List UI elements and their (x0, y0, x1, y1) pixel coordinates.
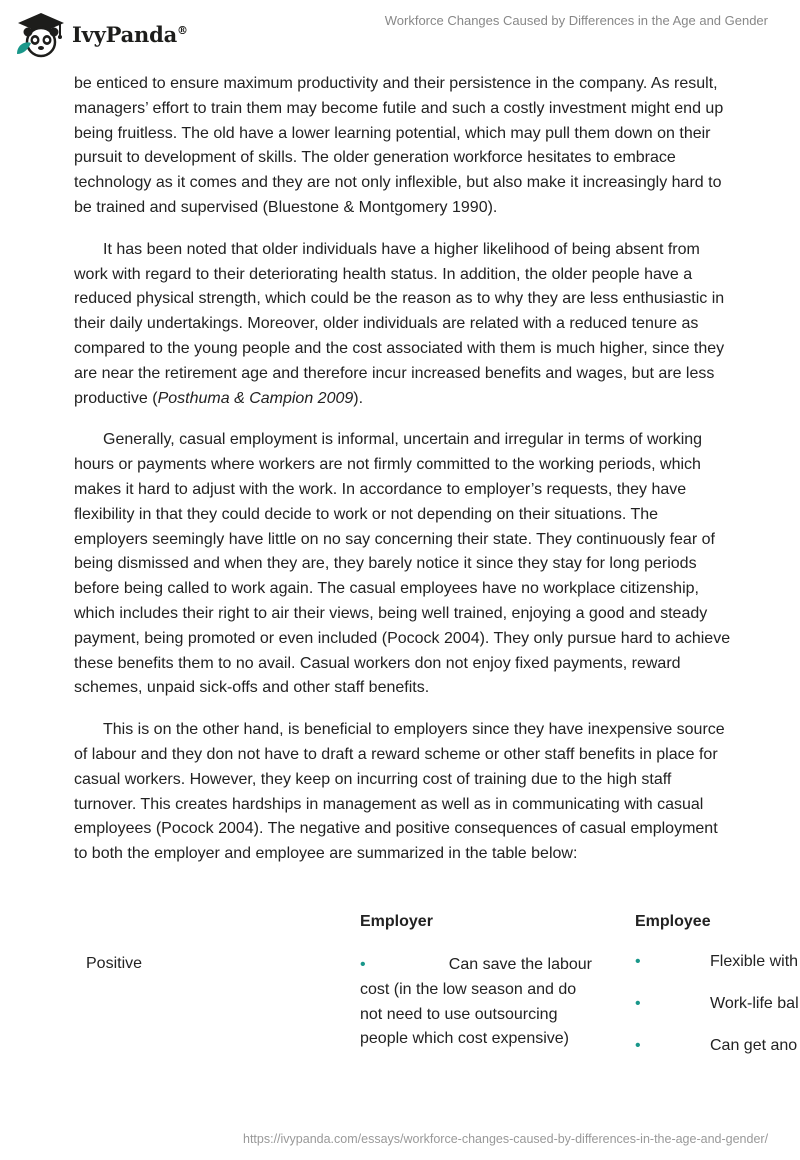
employer-item-first-line: Can save the labour (448, 956, 592, 973)
bullet-icon: • (635, 1037, 641, 1054)
paragraph-2: It has been noted that older individuals have a higher likelihood of being absent from work with regard to their deteriorating health status. In addition, the older people have a reduced physical strength, which could be the reason as to why they are less enthusiastic in their daily undertakings. Moreover, older individuals are related with a reduced tenure as compared to the young people and the cost associated with them is much higher, since they are near the retirement age and therefore incur increased benefits and wages, but are less productive (Posthuma & Campion 2009). (74, 240, 725, 407)
bullet-icon: • (360, 956, 366, 973)
source-url[interactable]: https://ivypanda.com/essays/workforce-changes-caused-by-differences-in-the-age-and-gender/ (243, 1132, 769, 1146)
paragraph-1: be enticed to ensure maximum productivity and their persistence in the company. As result, managers’ effort to train them may become futile and such a costly investment might end up being fruitless. The old have a lower learning potential, which may pull them down on their pursuit to development of skills. The older generation workforce hesitates to embrace technology as it comes and they are not only inflexible, but also make it increasingly hard to be trained and supervised (Bluestone & Montgomery 1990). (74, 75, 724, 216)
bullet-icon: • (635, 995, 641, 1012)
logo-wordmark: IvyPanda® (72, 21, 188, 47)
ivypanda-logo[interactable] (14, 10, 188, 58)
row-label-positive: Positive (86, 955, 143, 972)
consequences-table: Employer Employee Positive • Can save the labour cost (in the low season and do not need to use outsourcing people which cost expensive) • Flexible with • Work-life bal • Can get ano (86, 913, 799, 1054)
column-header-employer: Employer (360, 913, 433, 930)
employer-positive-cell (360, 953, 592, 1052)
column-header-employee: Employee (635, 913, 711, 930)
paragraph-4: This is on the other hand, is beneficial to employers since they have inexpensive source of labour and they don not have to draft a reward scheme or other staff benefits in place for casual workers. However, they keep on incurring cost of training due to the high staff turnover. This creates hardships in management as well as in communicating with casual employees (Pocock 2004). The negative and positive consequences of casual employment to both the employer and employee are summarized in the table below: (74, 721, 725, 863)
paragraph-3: Generally, casual employment is informal, uncertain and irregular in terms of working hours or payments where workers are not firmly committed to the working periods, which makes it hard to adjust with the work. In accordance to employer’s requests, they have flexibility in that they could decide to work or not depending on their situations. The employers seemingly have little on no say concerning their state. They continuously fear of being dismissed and when they are, they barely notice it since they stay for long periods before being called to work again. The casual employees have no workplace citizenship, which includes their right to air their views, being well trained, enjoying a good and steady payment, being promoted or even included (Pocock 2004). They only pursue hard to achieve these benefits them to no avail. Casual workers don not enjoy fixed payments, reward schemes, unpaid sick-offs and other staff benefits. (74, 431, 731, 697)
citation-posthuma: Posthuma & Campion 2009 (157, 389, 354, 407)
document-title: Workforce Changes Caused by Differences in the Age and Gender (384, 13, 768, 28)
panda-logo-icon (14, 10, 68, 58)
bullet-icon: • (635, 953, 641, 970)
essay-body (74, 70, 734, 884)
employer-item-rest: cost (in the low season and do not need to use outsourcing people which cost expensive) (360, 980, 577, 1048)
page-header (0, 0, 800, 70)
